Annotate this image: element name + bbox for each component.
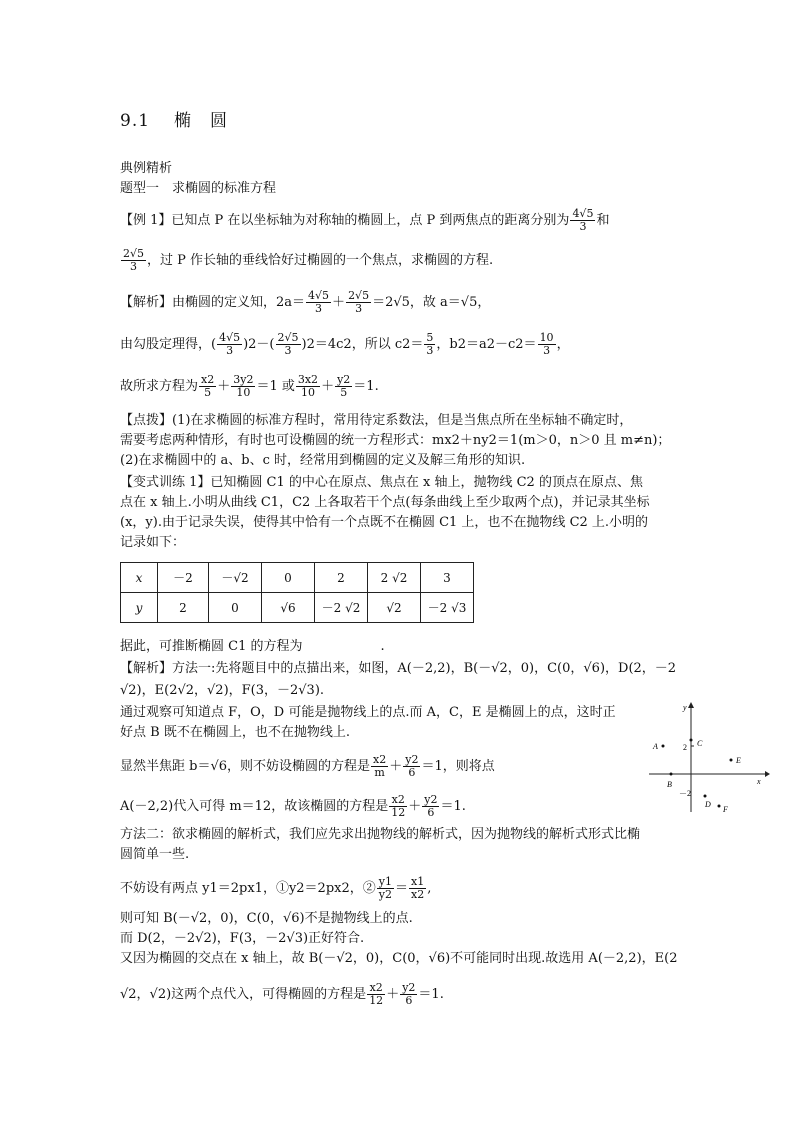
point-d-label: D <box>705 800 711 809</box>
solution-2-line-12: 又因为椭圆的交点在 x 轴上，故 B(－√2，0)，C(0，√6)不可能同时出现.故选用 A(－2,2)，E(2 <box>120 951 678 966</box>
table-cell: 3 <box>421 563 474 593</box>
solution-2-line-3: 通过观察可知道点 F，O，D 可能是抛物线上的点.而 A，C，E 是椭圆上的点，这时正 <box>120 705 616 720</box>
drill-line-2: 点在 x 轴上.小明从曲线 C1，C2 上各取若干个点(每条曲线上至少取两个点)，并记录其坐标 <box>120 495 650 510</box>
y-axis-arrow <box>688 702 694 708</box>
example-1-line-2: $\frac{2√5}{3}$ ，过 P 作长轴的垂线恰好过椭圆的一个焦点，求椭圆的方程. <box>123 247 494 273</box>
point-e-label: E <box>736 756 741 765</box>
tick-neg2-label: －2 <box>679 789 691 798</box>
table-cell: √2 <box>368 593 421 623</box>
solution-2-line-9: 不妨设有两点 y1＝2px1，①y2＝2px2，② $\frac{y1}{y2}$ ＝ $\frac{x1}{x2}$ , <box>120 875 432 901</box>
point-a <box>662 745 665 748</box>
solution-2-line-6: A(－2,2)代入可得 m＝12，故该椭圆的方程是 $\frac{x2}{12}$ ＋ $\frac{y2}{6}$ ＝1. <box>120 793 466 819</box>
solution-2-line-8: 圆简单一些. <box>120 847 190 862</box>
x-axis-label: x <box>757 777 761 786</box>
y-axis-label: y <box>683 703 687 712</box>
point-b-label: B <box>667 780 672 789</box>
example-1-line-1: 【例 1】已知点 P 在以坐标轴为对称轴的椭圆上，点 P 到两焦点的距离分别为 $\frac{4√5}{3}$ 和 <box>120 207 610 233</box>
title-word-1: 椭 <box>174 111 193 131</box>
table-cell: －2 <box>158 563 209 593</box>
table-cell: －2 √3 <box>421 593 474 623</box>
point-f-label: F <box>723 805 728 814</box>
tip-line-3: (2)在求椭圆中的 a、b、c 时，经常用到椭圆的定义及解三角形的知识. <box>120 453 526 468</box>
question-line: 据此，可推断椭圆 C1 的方程为 . <box>120 639 385 654</box>
solution-1-line-1: 【解析】由椭圆的定义知，2a＝ $\frac{4√5}{3}$ ＋ $\frac{2√5}{3}$ ＝2√5，故 a＝√5， <box>120 289 491 315</box>
point-b <box>670 773 673 776</box>
table-cell: 0 <box>209 593 262 623</box>
point-c <box>690 739 693 742</box>
table-cell: －√2 <box>209 563 262 593</box>
table-row-y <box>121 593 474 623</box>
solution-2-line-7: 方法二：欲求椭圆的解析式，我们应先求出抛物线的解析式，因为抛物线的解析式形式比椭 <box>120 827 641 842</box>
table-cell: 0 <box>262 563 315 593</box>
solution-2-line-4: 好点 B 既不在椭圆上，也不在抛物线上. <box>120 725 350 740</box>
solution-2-line-5: 显然半焦距 b＝√6，则不妨设椭圆的方程是 $\frac{x2}{m}$ ＋ $\frac{y2}{6}$ ＝1，则将点 <box>120 753 495 779</box>
tip-line-1: 【点拨】(1)在求椭圆的标准方程时，常用待定系数法，但是当焦点所在坐标轴不确定时， <box>120 413 633 428</box>
table-header-y: y <box>121 593 158 623</box>
table-header-x: x <box>121 563 158 593</box>
x-axis-arrow <box>765 771 770 777</box>
drill-line-1: 【变式训练 1】已知椭圆 C1 的中心在原点、焦点在 x 轴上，抛物线 C2 的顶点在原点、焦 <box>120 475 643 490</box>
table-row-x <box>121 563 474 593</box>
point-e <box>730 759 733 762</box>
tick-2-label: 2 <box>683 743 687 752</box>
section-heading: 典例精析 <box>120 161 173 176</box>
drill-line-3: (x，y).由于记录失误，使得其中恰有一个点既不在椭圆 C1 上，也不在抛物线 C2 上.小明的 <box>120 515 649 530</box>
solution-2-line-1: 【解析】方法一:先将题目中的点描出来，如图，A(－2,2)，B(－√2，0)，C(0，√6)，D(2，－2 <box>120 661 677 676</box>
solution-2-line-13: √2，√2)这两个点代入，可得椭圆的方程是 $\frac{x2}{12}$ ＋ $\frac{y2}{6}$ ＝1. <box>120 981 444 1007</box>
point-c-label: C <box>697 739 703 748</box>
point-d <box>704 795 707 798</box>
table-cell: 2 √2 <box>368 563 421 593</box>
title-number: 9.1 <box>120 111 151 131</box>
tip-line-2: 需要考虑两种情形，有时也可设椭圆的统一方程形式：mx2＋ny2＝1(m＞0，n＞0 且 m≠n)； <box>120 433 671 448</box>
solution-1-line-2: 由勾股定理得，( $\frac{4√5}{3}$ )2－( $\frac{2√5}{3}$ )2＝4c2，所以 c2＝ $\frac{5}{3}$ ，b2＝a2－c2＝ $\frac{10}{3}$ ， <box>120 331 570 357</box>
table-cell: 2 <box>158 593 209 623</box>
point-a-label: A <box>653 742 658 751</box>
table-cell: －2 √2 <box>315 593 368 623</box>
page-title <box>120 106 228 131</box>
type-heading: 题型一 求椭圆的标准方程 <box>120 181 277 196</box>
record-table <box>120 562 474 623</box>
title-word-2: 圆 <box>210 111 229 131</box>
drill-line-4: 记录如下： <box>120 535 186 550</box>
point-f <box>718 805 721 808</box>
solution-2-line-10: 则可知 B(－√2，0)，C(0，√6)不是抛物线上的点. <box>120 911 413 926</box>
table-cell: √6 <box>262 593 315 623</box>
solution-2-line-11: 而 D(2，－2√2)，F(3，－2√3)正好符合. <box>120 931 365 946</box>
coordinate-graph <box>645 700 770 820</box>
table-cell: 2 <box>315 563 368 593</box>
solution-2-line-2: √2)，E(2√2，√2)，F(3，－2√3). <box>120 683 325 698</box>
solution-1-line-3: 故所求方程为 $\frac{x2}{5}$ ＋ $\frac{3y2}{10}$ ＝1 或 $\frac{3x2}{10}$ ＋ $\frac{y2}{5}$ ＝1. <box>120 373 379 399</box>
